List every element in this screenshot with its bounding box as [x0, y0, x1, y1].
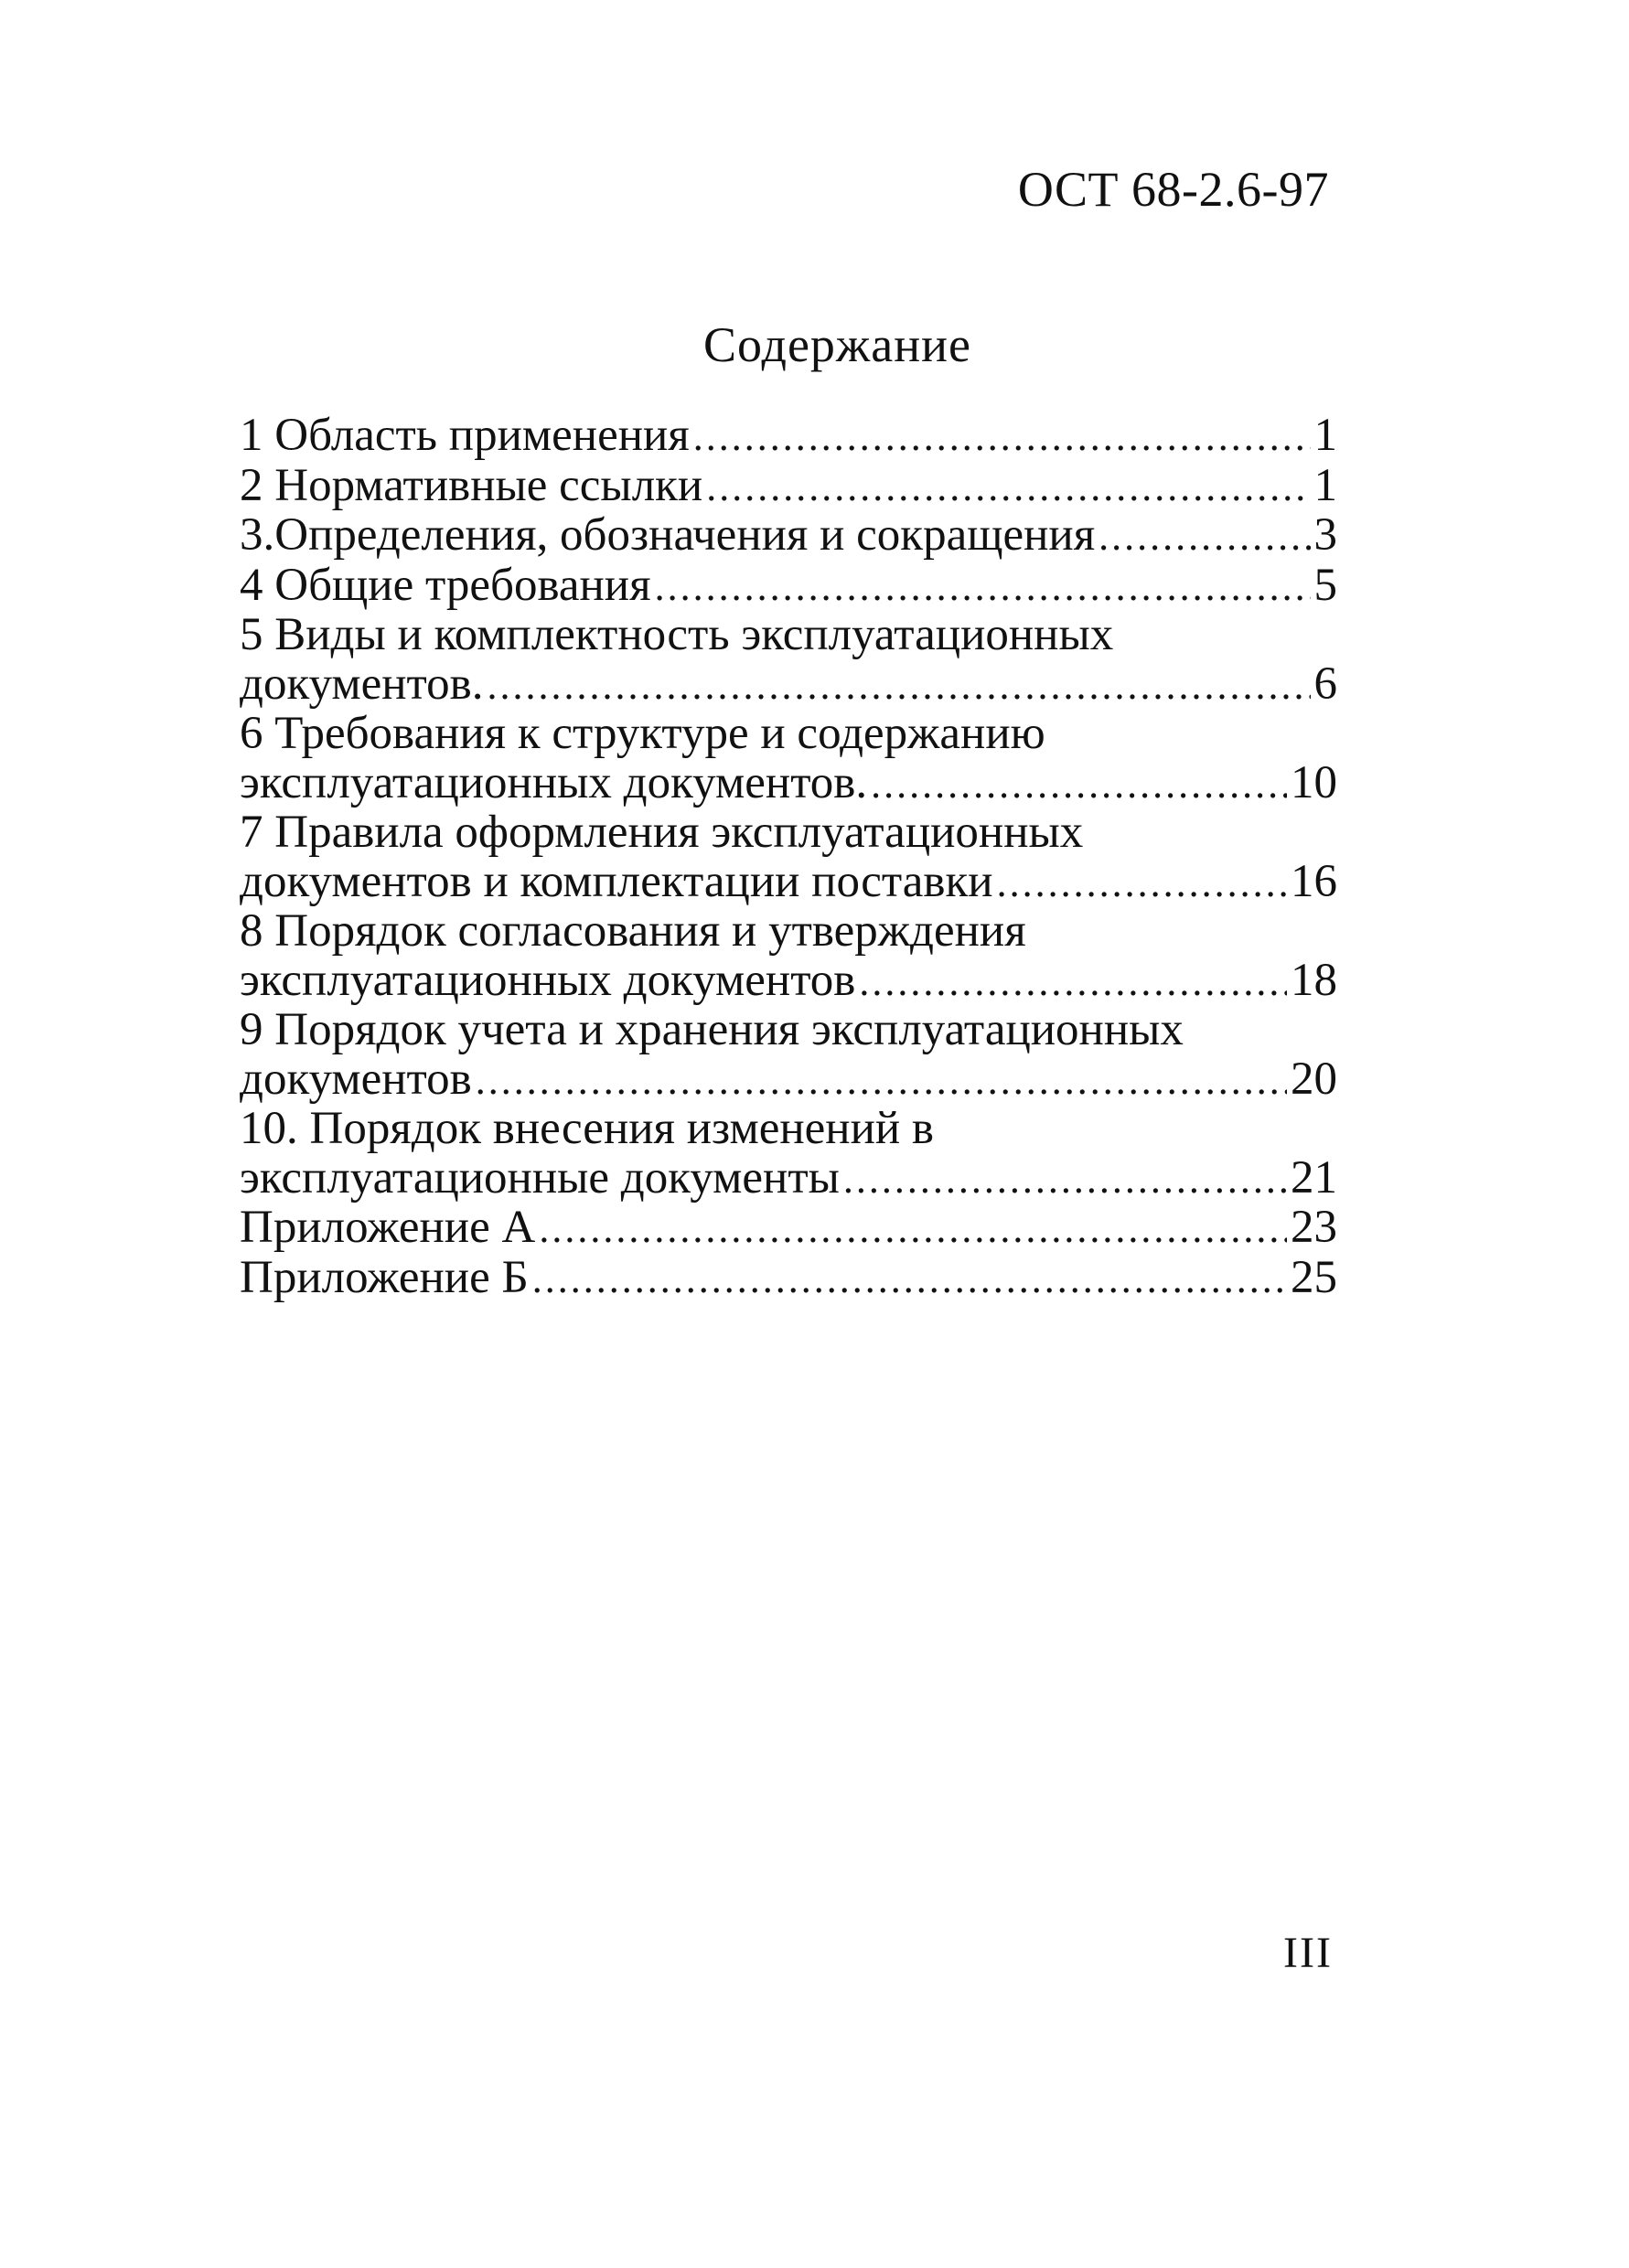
dot-leader — [843, 1155, 1287, 1204]
toc-entry — [240, 1251, 1337, 1304]
dot-leader — [487, 661, 1310, 711]
toc-entry-page: 6 — [1313, 658, 1337, 710]
toc-entry — [240, 559, 1337, 612]
toc-entry-text: документов — [240, 1053, 472, 1105]
toc-entry-text: 7 Правила оформления эксплуатационных — [240, 807, 1084, 858]
toc-entry — [240, 907, 1337, 1006]
toc-entry-text: эксплуатационных документов. — [240, 756, 868, 808]
toc-entry-page: 1 — [1313, 410, 1337, 461]
toc-entry-text: эксплуатационные документы — [240, 1151, 840, 1204]
toc-entry-line — [240, 1105, 1337, 1154]
toc-entry-text: 9 Порядок учета и хранения эксплуатационных — [240, 1004, 1184, 1055]
dot-leader — [693, 412, 1311, 462]
dot-leader — [706, 463, 1310, 512]
toc-entry-text: документов. — [240, 658, 484, 710]
toc-entry-line — [240, 611, 1337, 660]
toc-entry-page: 5 — [1313, 559, 1337, 611]
toc-entry-line — [240, 1006, 1337, 1055]
table-of-contents — [240, 412, 1337, 1303]
toc-entry-text: 2 Нормативные ссылки — [240, 459, 703, 511]
toc-entry-page: 10 — [1291, 756, 1337, 808]
toc-entry — [240, 1105, 1337, 1204]
toc-entry-line — [240, 710, 1337, 759]
toc-entry-line — [240, 756, 1337, 809]
toc-entry-text: Приложение Б — [240, 1251, 529, 1303]
toc-entry-line — [240, 412, 1337, 462]
toc-entry-page: 18 — [1291, 954, 1337, 1006]
toc-entry-page: 1 — [1313, 459, 1337, 511]
toc-entry-text: 6 Требования к структуре и содержанию — [240, 708, 1045, 759]
toc-entry-text: Приложение А — [240, 1202, 536, 1253]
page-number: III — [1283, 1929, 1333, 1977]
toc-entry-text: 8 Порядок согласования и утверждения — [240, 905, 1026, 957]
toc-title: Содержание — [703, 317, 971, 372]
toc-entry-line — [240, 954, 1337, 1007]
toc-entry-page: 25 — [1291, 1251, 1337, 1303]
toc-entry-line — [240, 459, 1337, 512]
toc-entry-page: 23 — [1291, 1202, 1337, 1253]
toc-entry-line — [240, 808, 1337, 858]
toc-entry-text: 5 Виды и комплектность эксплуатационных — [240, 609, 1114, 660]
toc-entry-page: 3 — [1313, 509, 1337, 561]
toc-entry-line — [240, 1251, 1337, 1304]
toc-entry-page: 16 — [1291, 855, 1337, 907]
toc-entry-line — [240, 1151, 1337, 1204]
toc-entry-line — [240, 559, 1337, 612]
document-code: ОСТ 68-2.6-97 — [1017, 162, 1329, 217]
dot-leader — [539, 1204, 1287, 1254]
toc-entry — [240, 412, 1337, 462]
dot-leader — [1099, 512, 1310, 562]
dot-leader — [655, 562, 1311, 612]
dot-leader — [859, 957, 1287, 1007]
toc-entry-line — [240, 660, 1337, 711]
dot-leader — [532, 1255, 1287, 1304]
dot-leader — [476, 1056, 1287, 1106]
toc-entry — [240, 808, 1337, 907]
toc-entry-text: 4 Общие требования — [240, 559, 651, 611]
toc-entry-line — [240, 511, 1337, 562]
toc-entry-page: 21 — [1291, 1151, 1337, 1204]
toc-entry-line — [240, 855, 1337, 908]
toc-entry-text: 3.Определения, обозначения и сокращения — [240, 509, 1096, 561]
toc-entry — [240, 1006, 1337, 1105]
toc-entry — [240, 511, 1337, 562]
toc-entry — [240, 710, 1337, 808]
toc-entry-line — [240, 1204, 1337, 1254]
toc-entry — [240, 611, 1337, 710]
toc-entry-line — [240, 907, 1337, 957]
toc-entry-page: 20 — [1291, 1053, 1337, 1105]
toc-entry-text: 10. Порядок внесения изменений в — [240, 1103, 934, 1154]
toc-entry — [240, 1204, 1337, 1254]
toc-entry — [240, 459, 1337, 512]
toc-entry-line — [240, 1055, 1337, 1106]
dot-leader — [997, 859, 1287, 908]
toc-entry-text: эксплуатационных документов — [240, 954, 856, 1006]
dot-leader — [871, 760, 1287, 809]
toc-entry-text: 1 Область применения — [240, 410, 690, 461]
toc-entry-text: документов и комплектации поставки — [240, 855, 993, 907]
